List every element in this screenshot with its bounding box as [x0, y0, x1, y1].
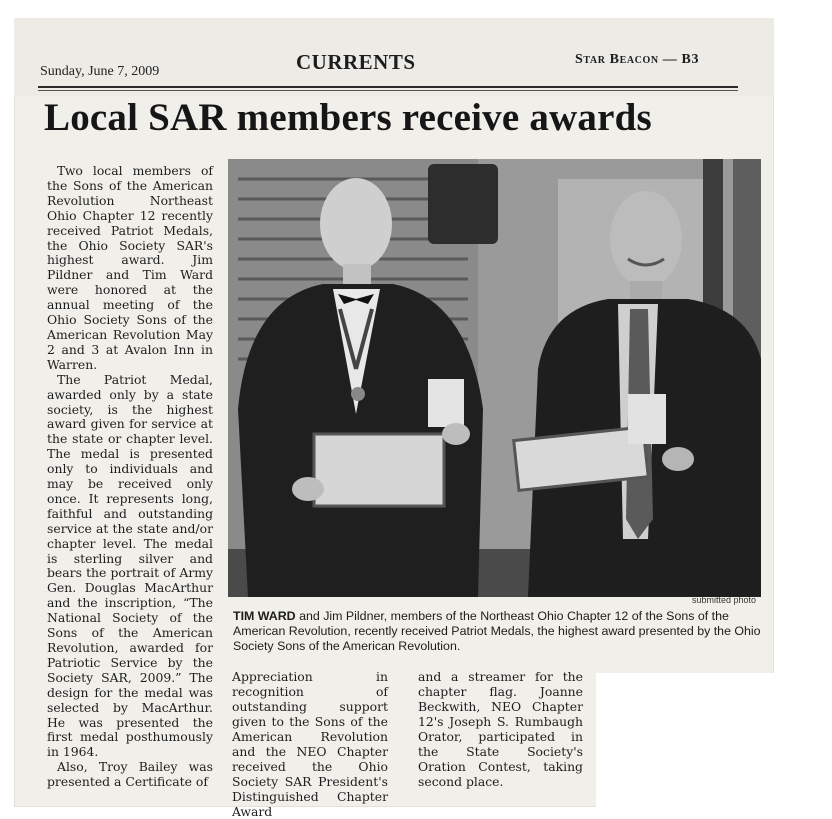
- caption-lead: TIM WARD: [233, 609, 296, 623]
- article-paragraph: Appreciation in recognition of outstanding support given to the Sons of the American Revolution and the NEO Chapter received the Ohio Society SAR President's Distinguished Chapter Award: [232, 669, 388, 819]
- header-rule: [38, 86, 738, 88]
- photo-caption: [233, 609, 765, 654]
- article-paragraph: Also, Troy Bailey was presented a Certificate of: [47, 759, 213, 790]
- header-rule-thin: [38, 90, 738, 91]
- article-left-column: [47, 164, 213, 790]
- section-name: CURRENTS: [296, 50, 416, 74]
- photo-credit: submitted photo: [692, 595, 757, 605]
- article-column-3: [418, 669, 583, 789]
- caption-text: and Jim Pildner, members of the Northeast Ohio Chapter 12 of the Sons of the American Revolution, recently received Patriot Medals, the highest award presented by the Ohio Society Sons of the American Revolution.: [233, 609, 761, 653]
- clipping-cutout: [596, 673, 832, 807]
- award-photo: [228, 159, 761, 597]
- publication-name: Star Beacon — B3: [575, 52, 700, 67]
- headline: Local SAR members receive awards: [44, 96, 652, 139]
- article-paragraph: and a streamer for the chapter flag. Joanne Beckwith, NEO Chapter 12's Joseph S. Rumbaugh Orator, participated in the State Society's Oration Contest, taking second place.: [418, 669, 583, 789]
- dateline: Sunday, June 7, 2009: [40, 64, 160, 79]
- article-paragraph: Two local members of the Sons of the American Revolution Northeast Ohio Chapter 12 recently received Patriot Medals, the Ohio Society SAR's highest award. Jim Pildner and Tim Ward were honored at the annual meeting of the Ohio Society Sons of the American Revolution May 2 and 3 at Avalon Inn in Warren.: [47, 163, 213, 372]
- article-paragraph: The Patriot Medal, awarded only by a state society, is the highest award given for service at the state or chapter level. The medal is presented only to individuals and may be received only once. It represents long, faithful and outstanding service at the state and/or chapter level. The medal is sterling silver and bears the portrait of Army Gen. Douglas MacArthur and the inscription, “The National Society of the Sons of the American Revolution, awarded for Patriotic Service by the Society SAR, 2009.” The design for the medal was selected by MacArthur. He was presented the first medal posthumously in 1964.: [47, 371, 213, 760]
- article-column-2: [232, 669, 388, 819]
